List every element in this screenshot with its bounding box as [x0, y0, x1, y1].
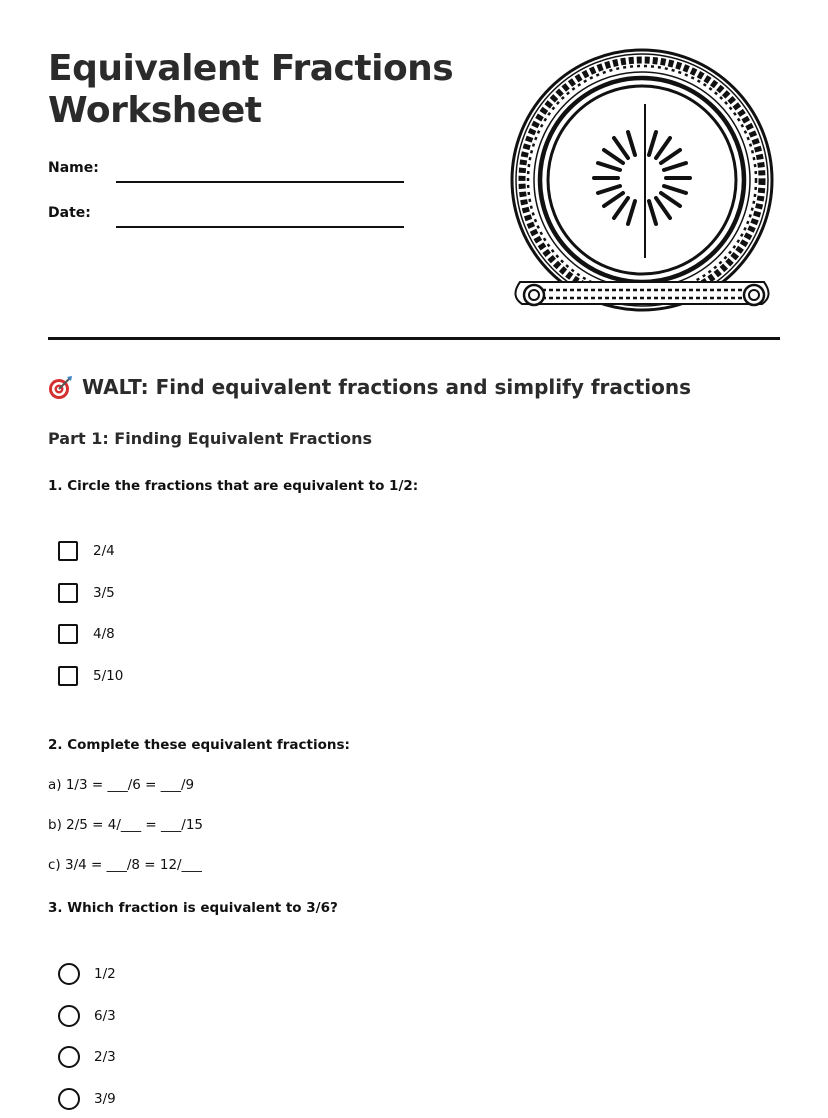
option-label: 6/3: [94, 1008, 116, 1024]
q3-option-3[interactable]: [58, 1045, 116, 1069]
page-title: [48, 48, 468, 132]
q3-option-1[interactable]: [58, 962, 116, 986]
title-line-1: Equivalent Fractions: [48, 48, 454, 89]
name-label: Name:: [48, 160, 99, 176]
part1-title: Part 1: Finding Equivalent Fractions: [48, 429, 373, 448]
q1-option-2[interactable]: [58, 581, 115, 605]
question-1: 1. Circle the fractions that are equivalent to 1/2:: [48, 478, 419, 494]
question-2: 2. Complete these equivalent fractions:: [48, 737, 350, 753]
walt-text: WALT: Find equivalent fractions and simplify fractions: [82, 375, 692, 399]
checkbox[interactable]: [58, 541, 78, 561]
checkbox[interactable]: [58, 583, 78, 603]
option-label: 3/5: [93, 585, 115, 601]
radio-button[interactable]: [58, 1005, 80, 1027]
checkbox[interactable]: [58, 624, 78, 644]
q2-item-a[interactable]: a) 1/3 = ___/6 = ___/9: [48, 777, 195, 793]
question-3: 3. Which fraction is equivalent to 3/6?: [48, 900, 338, 916]
radio-button[interactable]: [58, 963, 80, 985]
radio-button[interactable]: [58, 1088, 80, 1110]
checkbox[interactable]: [58, 666, 78, 686]
ornate-emblem-icon: [508, 46, 780, 318]
option-label: 2/3: [94, 1049, 116, 1065]
title-line-2: Worksheet: [48, 90, 262, 131]
option-label: 2/4: [93, 543, 115, 559]
section-divider: [48, 337, 780, 340]
q3-option-4[interactable]: [58, 1087, 116, 1111]
option-label: 5/10: [93, 668, 124, 684]
q2-item-c[interactable]: c) 3/4 = ___/8 = 12/___: [48, 857, 202, 873]
name-input-line[interactable]: [116, 181, 404, 183]
q2-item-b[interactable]: b) 2/5 = 4/___ = ___/15: [48, 817, 204, 833]
q1-option-3[interactable]: [58, 622, 115, 646]
option-label: 3/9: [94, 1091, 116, 1107]
q1-option-4[interactable]: [58, 664, 123, 688]
date-label: Date:: [48, 205, 91, 221]
q3-option-2[interactable]: [58, 1004, 116, 1028]
option-label: 1/2: [94, 966, 116, 982]
radio-button[interactable]: [58, 1046, 80, 1068]
q1-option-1[interactable]: [58, 539, 115, 563]
target-dart-icon: [48, 374, 74, 400]
option-label: 4/8: [93, 626, 115, 642]
date-input-line[interactable]: [116, 226, 404, 228]
walt-heading: [48, 374, 691, 400]
